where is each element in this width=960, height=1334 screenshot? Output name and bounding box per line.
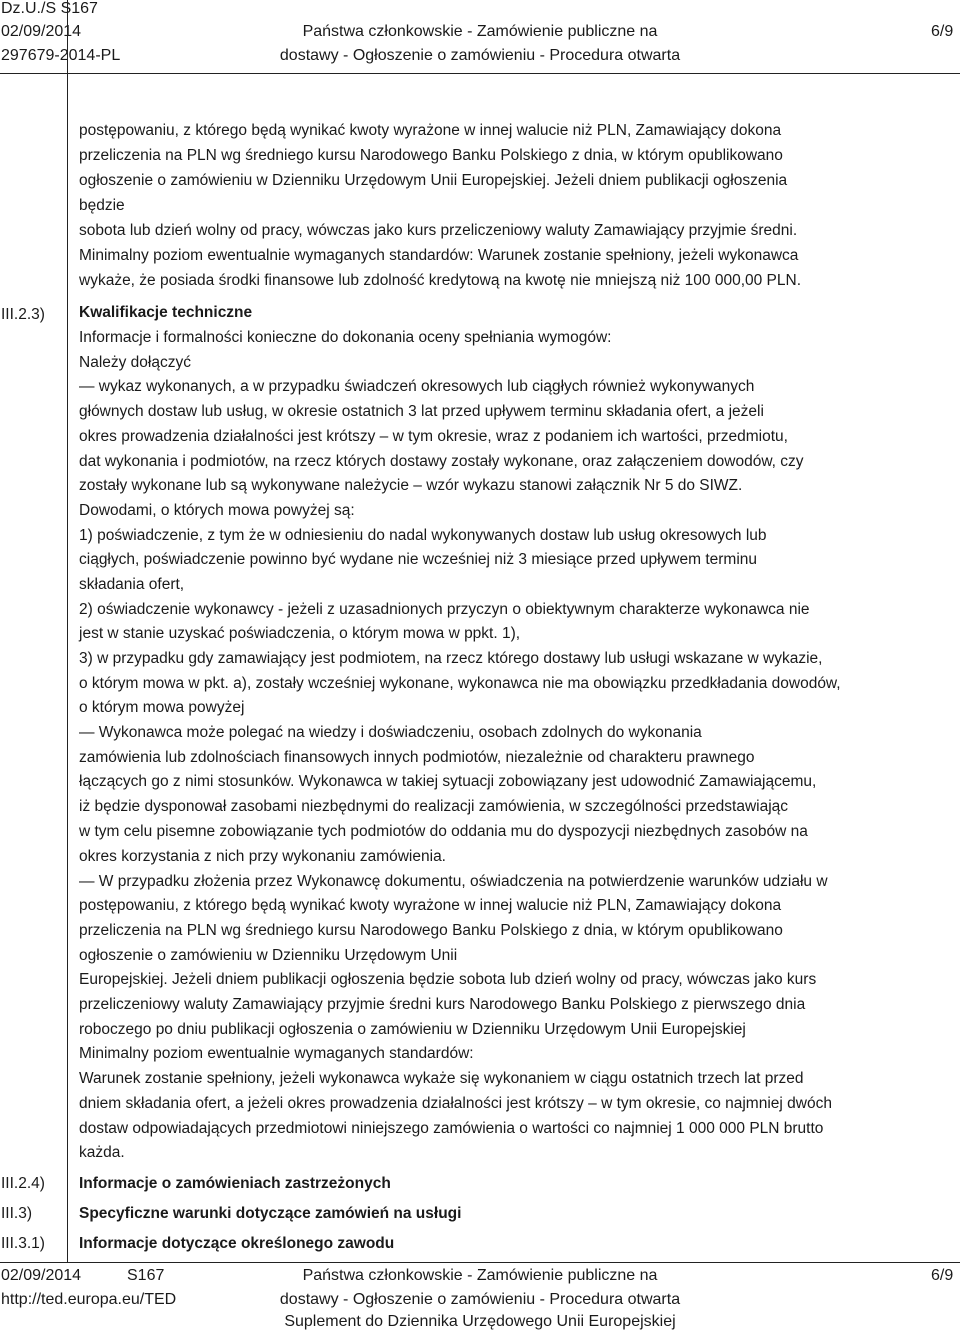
footer-page-number: 6/9 (931, 1267, 954, 1284)
section-heading-reserved-contracts: Informacje o zamówieniach zastrzeżonych (79, 1175, 391, 1192)
footer-series: S167 (127, 1267, 165, 1284)
body-line: postępowaniu, z którego będą wynikać kwoty wyrażone w innej walucie niż PLN, Zamawiający dokona (79, 897, 782, 914)
body-line: ogłoszenie o zamówieniu w Dzienniku Urzędowym Unii Europejskiej. Jeżeli dniem publikacji ogłoszenia (79, 172, 788, 189)
section-heading-technical: Kwalifikacje techniczne (79, 304, 253, 321)
body-line: składania ofert, (79, 576, 185, 593)
body-line: w tym celu pisemne zobowiązanie tych podmiotów do oddania mu do dyspozycji niezbędnych zasobów na (79, 823, 808, 840)
body-line: o którym mowa w pkt. a), zostały wcześniej wykonane, wykonawca nie ma obowiązku przedkładania dowodów, (79, 675, 841, 692)
body-line: przeliczenia na PLN wg średniego kursu Narodowego Banku Polskiego z dnia, w którym opublikowano (79, 922, 783, 939)
footer-title-line2: dostawy - Ogłoszenie o zamówieniu - Procedura otwarta (279, 1291, 681, 1308)
header-date: 02/09/2014 (1, 23, 82, 40)
body-line: postępowaniu, z którego będą wynikać kwoty wyrażone w innej walucie niż PLN, Zamawiający dokona (79, 122, 782, 139)
footer-rule (0, 1262, 960, 1263)
body-line: 1) poświadczenie, z tym że w odniesieniu do nadal wykonywanych dostaw lub usług okresowych lub (79, 527, 767, 544)
body-line: Warunek zostanie spełniony, jeżeli wykonawca wykaże się wykonaniem w ciągu ostatnich trzech lat przed (79, 1070, 804, 1087)
section-heading-service-conditions: Specyficzne warunki dotyczące zamówień na usługi (79, 1205, 462, 1222)
body-line: — Wykonawca może polegać na wiedzy i doświadczeniu, osobach zdolnych do wykonania (79, 724, 702, 741)
body-line: będzie (79, 197, 125, 214)
header-title-line2: dostawy - Ogłoszenie o zamówieniu - Procedura otwarta (279, 47, 681, 64)
body-line: zostały wykonane lub są wykonywane należycie – wzór wykazu stanowi załącznik Nr 5 do SIWZ. (79, 477, 743, 494)
body-line: łączących go z nimi stosunków. Wykonawca w takiej sytuacji zobowiązany jest udowodnić Zamawiającemu, (79, 773, 817, 790)
body-line: ciągłych, poświadczenie powinno być wydane nie wcześniej niż 3 miesiące przed upływem terminu (79, 551, 758, 568)
body-line: 3) w przypadku gdy zamawiający jest podmiotem, na rzecz którego dostawy lub usługi wskazane w wykazie, (79, 650, 823, 667)
section-number-iii-2-3: III.2.3) (1, 306, 45, 323)
body-line: sobota lub dzień wolny od pracy, wówczas jako kurs przeliczeniowy waluty Zamawiający przyjmie średni. (79, 222, 798, 239)
body-line: głównych dostaw lub usług, w okresie ostatnich 3 lat przed upływem terminu składania ofert, a jeżeli (79, 403, 764, 420)
body-line: roboczego po dniu publikacji ogłoszenia o zamówieniu w Dzienniku Urzędowym Unii Europejskiej (79, 1021, 746, 1038)
body-line: Dowodami, o których mowa powyżej są: (79, 502, 355, 519)
body-line: Należy dołączyć (79, 354, 191, 371)
body-line: zamówienia lub zdolnościach finansowych innych podmiotów, niezależnie od charakteru prawnego (79, 749, 755, 766)
footer-title-line1: Państwa członkowskie - Zamówienie publiczne na (302, 1267, 658, 1284)
footer-title-line3: Suplement do Dziennika Urzędowego Unii Europejskiej (284, 1313, 676, 1330)
body-line: 2) oświadczenie wykonawcy - jeżeli z uzasadnionych przyczyn o obiektywnym charakterze wykonawca nie (79, 601, 810, 618)
body-line: Europejskiej. Jeżeli dniem publikacji ogłoszenia będzie sobota lub dzień wolny od pracy, wówczas jako kurs (79, 971, 817, 988)
body-line: okres korzystania z nich przy wykonaniu zamówienia. (79, 848, 446, 865)
body-line: dat wykonania i podmiotów, na rzecz których dostawy zostały wykonane, oraz załączeniem dowodów, czy (79, 453, 804, 470)
body-line: Informacje i formalności konieczne do dokonania oceny spełniania wymogów: (79, 329, 612, 346)
body-line: iż będzie dysponował zasobami niezbędnymi do realizacji zamówienia, w szczególności przedstawiając (79, 798, 789, 815)
doc-reference: Dz.U./S S167 (1, 0, 98, 17)
body-line: — wykaz wykonanych, a w przypadku świadczeń okresowych lub ciągłych również wykonywanych (79, 378, 755, 395)
body-line: każda. (79, 1144, 125, 1161)
section-number-column (0, 0, 68, 1262)
body-line: dostaw odpowiadających przedmiotowi niniejszego zamówienia o wartości co najmniej 1 000 000 PLN brutto (79, 1120, 824, 1137)
body-line: przeliczenia na PLN wg średniego kursu Narodowego Banku Polskiego z dnia, w którym opublikowano (79, 147, 783, 164)
footer-date: 02/09/2014 (1, 1267, 82, 1284)
section-number-iii-2-4: III.2.4) (1, 1175, 45, 1192)
body-line: wykaże, że posiada środki finansowe lub zdolność kredytową na kwotę nie mniejszą niż 100 000,00 PLN. (79, 272, 802, 289)
section-heading-profession: Informacje dotyczące określonego zawodu (79, 1235, 395, 1252)
body-line: ogłoszenie o zamówieniu w Dzienniku Urzędowym Unii (79, 947, 458, 964)
notice-id: 297679-2014-PL (1, 47, 121, 64)
body-line: dniem składania ofert, a jeżeli okres prowadzenia działalności jest krótszy – w tym okresie, co najmniej dwóch (79, 1095, 832, 1112)
section-number-iii-3-1: III.3.1) (1, 1235, 45, 1252)
section-number-iii-3: III.3) (1, 1205, 33, 1222)
footer-url[interactable]: http://ted.europa.eu/TED (1, 1291, 177, 1308)
header-title-line1: Państwa członkowskie - Zamówienie publiczne na (302, 23, 658, 40)
body-line: Minimalny poziom ewentualnie wymaganych standardów: (79, 1045, 474, 1062)
header-page-number: 6/9 (931, 23, 954, 40)
body-line: jest w stanie uzyskać poświadczenia, o którym mowa w ppkt. 1), (79, 625, 521, 642)
body-line: o którym mowa powyżej (79, 699, 245, 716)
body-line: Minimalny poziom ewentualnie wymaganych standardów: Warunek zostanie spełniony, jeżeli wykonawca (79, 247, 799, 264)
header-rule (0, 73, 960, 74)
body-line: przeliczeniowy waluty Zamawiający przyjmie średni kurs Narodowego Banku Polskiego z pierwszego dnia (79, 996, 806, 1013)
body-line: — W przypadku złożenia przez Wykonawcę dokumentu, oświadczenia na potwierdzenie warunków udziału w (79, 873, 828, 890)
body-line: okres prowadzenia działalności jest krótszy – w tym okresie, wraz z podaniem ich wartości, przedmiotu, (79, 428, 788, 445)
